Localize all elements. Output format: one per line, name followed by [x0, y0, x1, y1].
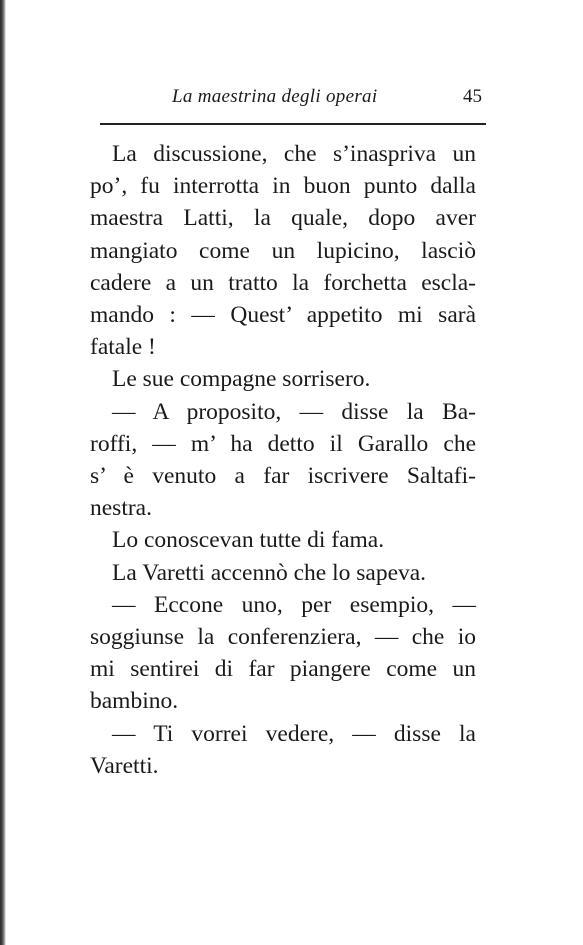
page-binding-edge: [0, 0, 6, 945]
paragraph: [90, 524, 476, 556]
text-line: La discussione, che s’inaspriva un: [112, 141, 476, 167]
text-line: — Eccone uno, per esempio, —: [112, 591, 476, 618]
paragraph: [90, 396, 476, 525]
paragraph: [90, 589, 476, 718]
text-line: maestra Latti, la quale, dopo aver: [90, 205, 476, 232]
text-line: s’ è venuto a far iscrivere Saltafi-: [90, 463, 476, 490]
text-line: mando : — Quest’ appetito mi sarà: [90, 302, 476, 329]
text-line: La Varetti accennò che lo sapeva.: [112, 559, 427, 586]
running-title: La maestrina degli operai: [172, 86, 378, 107]
text-line: mi sentirei di far piangere come un: [90, 656, 476, 683]
text-line: cadere a un tratto la forchetta escla-: [90, 269, 476, 296]
text-line: Le sue compagne sorrisero.: [112, 366, 371, 393]
text-line: fatale !: [90, 334, 156, 361]
text-line: nestra.: [90, 495, 152, 522]
text-line: soggiunse la conferenziera, — che io: [90, 624, 476, 651]
page-header: [100, 86, 486, 116]
text-line: roffi, — m’ ha detto il Garallo che: [90, 430, 476, 457]
text-line: Varetti.: [90, 752, 159, 779]
paragraph: [90, 557, 476, 589]
paragraph: [90, 138, 476, 363]
text-line: — Ti vorrei vedere, — disse la: [112, 720, 476, 747]
page-number: 45: [463, 86, 482, 107]
paragraph: [90, 363, 476, 395]
body-text: [90, 138, 476, 782]
text-line: bambino.: [90, 688, 179, 715]
text-line: mangiato come un lupicino, lasciò: [90, 237, 476, 264]
header-rule: [100, 123, 486, 125]
paragraph: [90, 718, 476, 782]
text-line: po’, fu interrotta in buon punto dalla: [90, 173, 476, 200]
text-line: — A proposito, — disse la Ba-: [112, 398, 476, 425]
text-line: Lo conoscevan tutte di fama.: [112, 527, 385, 554]
